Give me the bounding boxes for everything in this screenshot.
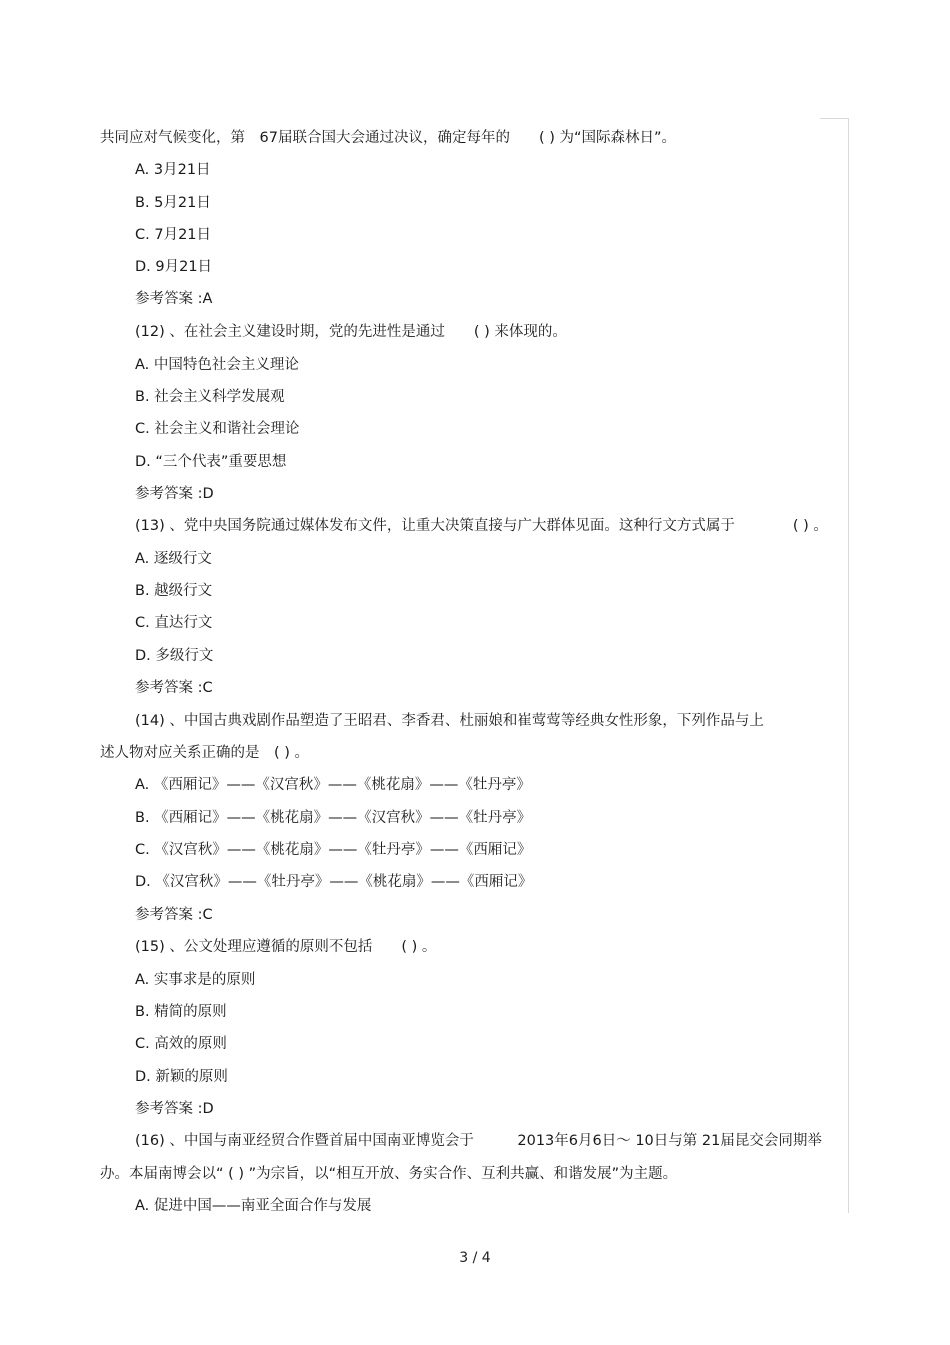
q14-answer: 参考答案 :C <box>135 907 213 923</box>
q13-option-c: C. 直达行文 <box>135 615 213 631</box>
q11-answer: 参考答案 :A <box>135 291 213 307</box>
page-frame-top <box>820 118 849 119</box>
page-frame-right <box>848 118 849 1213</box>
q12-option-d: D. “三个代表”重要思想 <box>135 454 287 470</box>
page-number: 3 / 4 <box>459 1250 491 1266</box>
q13-option-b: B. 越级行文 <box>135 583 213 599</box>
q15-answer: 参考答案 :D <box>135 1101 214 1117</box>
q15-option-c: C. 高效的原则 <box>135 1036 227 1052</box>
q11-option-b: B. 5月21日 <box>135 195 211 211</box>
q13-option-a: A. 逐级行文 <box>135 551 212 567</box>
q15-option-d: D. 新颖的原则 <box>135 1069 228 1085</box>
q11-option-a: A. 3月21日 <box>135 162 211 178</box>
question-12-stem: (12) 、在社会主义建设时期，党的先进性是通过 ( ) 来体现的。 <box>135 324 567 340</box>
q12-option-a: A. 中国特色社会主义理论 <box>135 357 299 373</box>
q14-option-d: D. 《汉宫秋》——《牡丹亭》——《桃花扇》——《西厢记》 <box>135 874 533 890</box>
q14-option-b: B. 《西厢记》——《桃花扇》——《汉宫秋》——《牡丹亭》 <box>135 810 532 826</box>
q14-option-a: A. 《西厢记》——《汉宫秋》——《桃花扇》——《牡丹亭》 <box>135 777 531 793</box>
question-11-stem-continued: 共同应对气候变化，第 67届联合国大会通过决议，确定每年的 ( ) 为“国际森林日”。 <box>100 130 677 146</box>
q12-option-b: B. 社会主义科学发展观 <box>135 389 285 405</box>
q12-option-c: C. 社会主义和谐社会理论 <box>135 421 300 437</box>
question-13-stem: (13) 、党中央国务院通过媒体发布文件，让重大决策直接与广大群体见面。这种行文方式属于 ( ) 。 <box>135 518 828 534</box>
q16-option-a: A. 促进中国——南亚全面合作与发展 <box>135 1198 372 1214</box>
q15-option-b: B. 精简的原则 <box>135 1004 227 1020</box>
q11-option-c: C. 7月21日 <box>135 227 212 243</box>
question-14-stem: (14) 、中国古典戏剧作品塑造了王昭君、李香君、杜丽娘和崔莺莺等经典女性形象，下列作品与上 <box>135 713 764 729</box>
question-14-stem-continued: 述人物对应关系正确的是 ( ) 。 <box>100 745 310 761</box>
q11-option-d: D. 9月21日 <box>135 259 213 275</box>
q13-option-d: D. 多级行文 <box>135 648 214 664</box>
q14-option-c: C. 《汉宫秋》——《桃花扇》——《牡丹亭》——《西厢记》 <box>135 842 532 858</box>
q15-option-a: A. 实事求是的原则 <box>135 972 256 988</box>
q13-answer: 参考答案 :C <box>135 680 213 696</box>
question-16-stem: (16) 、中国与南亚经贸合作暨首届中国南亚博览会于 2013年6月6日～ 10日与第 21届昆交会同期举 <box>135 1133 822 1149</box>
question-16-stem-continued: 办。本届南博会以“ ( ) ”为宗旨，以“相互开放、务实合作、互利共赢、和谐发展”为主题。 <box>100 1166 678 1182</box>
q12-answer: 参考答案 :D <box>135 486 214 502</box>
question-15-stem: (15) 、公文处理应遵循的原则不包括 ( ) 。 <box>135 939 437 955</box>
